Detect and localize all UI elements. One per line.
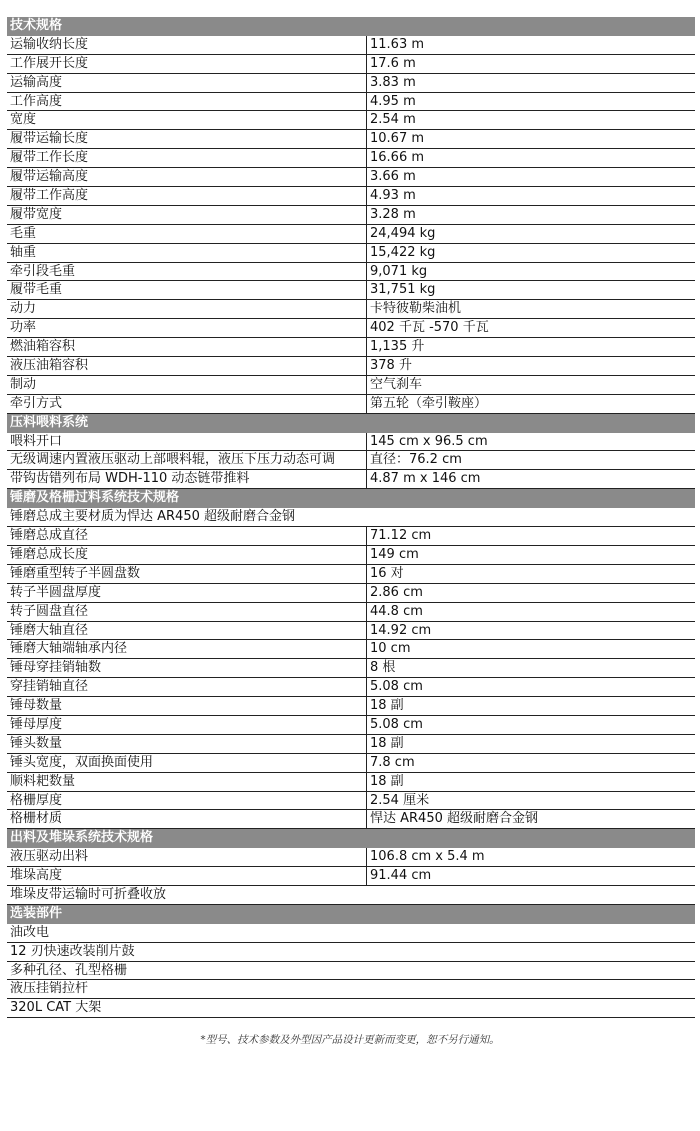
row-value: 2.54 m bbox=[366, 111, 695, 129]
table-row bbox=[7, 754, 695, 773]
row-value: 24,494 kg bbox=[366, 225, 695, 243]
row-label: 锤磨大轴直径 bbox=[10, 622, 89, 638]
row-label: 锤磨总成主要材质为悍达 AR450 超级耐磨合金钢 bbox=[10, 509, 296, 525]
table-row bbox=[7, 962, 695, 981]
table-row bbox=[7, 622, 695, 641]
row-value: 16 对 bbox=[366, 565, 695, 583]
row-value: 11.63 m bbox=[366, 36, 695, 54]
table-row bbox=[7, 640, 695, 659]
row-label: 12 刃快速改装削片鼓 bbox=[10, 943, 135, 959]
row-value: 10 cm bbox=[366, 640, 695, 658]
row-label: 牵引方式 bbox=[10, 395, 63, 411]
table-row bbox=[7, 130, 695, 149]
table-row bbox=[7, 168, 695, 187]
row-value: 91.44 cm bbox=[366, 867, 695, 885]
row-label: 油改电 bbox=[10, 924, 50, 940]
table-row bbox=[7, 376, 695, 395]
row-label: 牵引段毛重 bbox=[10, 263, 76, 279]
table-row bbox=[7, 810, 695, 829]
table-row bbox=[7, 149, 695, 168]
row-value: 3.83 m bbox=[366, 74, 695, 92]
section-header: 压料喂料系统 bbox=[7, 414, 695, 433]
table-row bbox=[7, 338, 695, 357]
row-value: 378 升 bbox=[366, 357, 695, 375]
table-row bbox=[7, 886, 695, 905]
row-label: 液压挂销拉杆 bbox=[10, 981, 89, 997]
row-label: 锤磨大轴端轴承内径 bbox=[10, 641, 128, 657]
row-label: 顺料耙数量 bbox=[10, 773, 76, 789]
row-label: 履带宽度 bbox=[10, 206, 63, 222]
table-row bbox=[7, 584, 695, 603]
table-row bbox=[7, 111, 695, 130]
row-value: 10.67 m bbox=[366, 130, 695, 148]
row-value: 2.54 厘米 bbox=[366, 792, 695, 810]
row-label: 带钩齿错列布局 WDH-110 动态链带推料 bbox=[10, 471, 250, 487]
row-label: 转子半圆盘厚度 bbox=[10, 584, 102, 600]
table-row bbox=[7, 697, 695, 716]
row-label: 毛重 bbox=[10, 225, 37, 241]
row-label: 液压油箱容积 bbox=[10, 358, 89, 374]
row-label: 宽度 bbox=[10, 112, 37, 128]
table-row bbox=[7, 433, 695, 452]
row-value: 402 千瓦 -570 千瓦 bbox=[366, 319, 695, 337]
row-label: 锤母数量 bbox=[10, 698, 63, 714]
row-label: 锤母厚度 bbox=[10, 716, 63, 732]
row-value: 2.86 cm bbox=[366, 584, 695, 602]
section-header: 出料及堆垛系统技术规格 bbox=[7, 829, 695, 848]
row-value: 106.8 cm x 5.4 m bbox=[366, 848, 695, 866]
table-row bbox=[7, 678, 695, 697]
table-row bbox=[7, 943, 695, 962]
row-label: 堆垛高度 bbox=[10, 868, 63, 884]
row-value: 第五轮（牵引鞍座） bbox=[366, 395, 695, 413]
section-header: 技术规格 bbox=[7, 17, 695, 36]
row-value: 71.12 cm bbox=[366, 527, 695, 545]
row-label: 工作高度 bbox=[10, 93, 63, 109]
row-value: 17.6 m bbox=[366, 55, 695, 73]
row-label: 锤头宽度，双面换面使用 bbox=[10, 754, 154, 770]
row-label: 锤磨总成长度 bbox=[10, 546, 89, 562]
table-row bbox=[7, 470, 695, 489]
row-value: 1,135 升 bbox=[366, 338, 695, 356]
row-label: 液压驱动出料 bbox=[10, 849, 89, 865]
row-value: 7.8 cm bbox=[366, 754, 695, 772]
row-value: 18 副 bbox=[366, 697, 695, 715]
row-value: 31,751 kg bbox=[366, 281, 695, 299]
row-value: 空气刹车 bbox=[366, 376, 695, 394]
row-label: 格栅材质 bbox=[10, 811, 63, 827]
row-label: 喂料开口 bbox=[10, 433, 63, 449]
table-row bbox=[7, 187, 695, 206]
row-label: 燃油箱容积 bbox=[10, 339, 76, 355]
row-label: 转子圆盘直径 bbox=[10, 603, 89, 619]
row-label: 多种孔径、孔型格栅 bbox=[10, 962, 128, 978]
row-value: 4.93 m bbox=[366, 187, 695, 205]
row-label: 锤磨重型转子半圆盘数 bbox=[10, 565, 141, 581]
row-value: 15,422 kg bbox=[366, 244, 695, 262]
row-label: 动力 bbox=[10, 301, 37, 317]
row-value: 16.66 m bbox=[366, 149, 695, 167]
row-label: 轴重 bbox=[10, 244, 37, 260]
section-header: 锤磨及格栅过料系统技术规格 bbox=[7, 489, 695, 508]
table-row bbox=[7, 848, 695, 867]
row-label: 履带工作高度 bbox=[10, 188, 89, 204]
row-value: 14.92 cm bbox=[366, 622, 695, 640]
row-label: 穿挂销轴直径 bbox=[10, 679, 89, 695]
row-value: 44.8 cm bbox=[366, 603, 695, 621]
row-label: 锤头数量 bbox=[10, 735, 63, 751]
spec-table bbox=[7, 17, 695, 1018]
table-row bbox=[7, 527, 695, 546]
row-label: 制动 bbox=[10, 376, 37, 392]
table-row bbox=[7, 55, 695, 74]
table-row bbox=[7, 244, 695, 263]
table-row bbox=[7, 603, 695, 622]
row-value: 18 副 bbox=[366, 735, 695, 753]
row-label: 履带工作长度 bbox=[10, 150, 89, 166]
table-row bbox=[7, 357, 695, 376]
row-label: 运输收纳长度 bbox=[10, 36, 89, 52]
row-value: 3.66 m bbox=[366, 168, 695, 186]
table-row bbox=[7, 281, 695, 300]
row-label: 320L CAT 大架 bbox=[10, 1000, 102, 1016]
table-row bbox=[7, 792, 695, 811]
section-header: 选装部件 bbox=[7, 905, 695, 924]
row-value: 3.28 m bbox=[366, 206, 695, 224]
table-row bbox=[7, 36, 695, 55]
row-value: 8 根 bbox=[366, 659, 695, 677]
row-value: 直径：76.2 cm bbox=[366, 451, 695, 469]
table-row bbox=[7, 546, 695, 565]
row-value: 145 cm x 96.5 cm bbox=[366, 433, 695, 451]
row-label: 运输高度 bbox=[10, 74, 63, 90]
row-value: 4.87 m x 146 cm bbox=[366, 470, 695, 488]
table-row bbox=[7, 659, 695, 678]
table-row bbox=[7, 924, 695, 943]
row-label: 锤磨总成直径 bbox=[10, 528, 89, 544]
table-row bbox=[7, 74, 695, 93]
row-value: 4.95 m bbox=[366, 93, 695, 111]
table-row bbox=[7, 508, 695, 527]
row-value: 5.08 cm bbox=[366, 678, 695, 696]
row-label: 履带运输长度 bbox=[10, 131, 89, 147]
table-row bbox=[7, 319, 695, 338]
row-value: 18 副 bbox=[366, 773, 695, 791]
row-value: 悍达 AR450 超级耐磨合金钢 bbox=[366, 810, 695, 828]
row-label: 锤母穿挂销轴数 bbox=[10, 660, 102, 676]
table-row bbox=[7, 263, 695, 282]
table-row bbox=[7, 999, 695, 1018]
row-value: 卡特彼勒柴油机 bbox=[366, 300, 695, 318]
row-label: 无级调速内置液压驱动上部喂料辊，液压下压力动态可调 bbox=[10, 452, 336, 468]
row-label: 工作展开长度 bbox=[10, 55, 89, 71]
footnote: *型号、技术参数及外型因产品设计更新而变更，恕不另行通知。 bbox=[200, 1034, 500, 1046]
row-label: 履带运输高度 bbox=[10, 169, 89, 185]
table-row bbox=[7, 980, 695, 999]
row-label: 堆垛皮带运输时可折叠收放 bbox=[10, 886, 167, 902]
table-row bbox=[7, 735, 695, 754]
table-row bbox=[7, 93, 695, 112]
table-row bbox=[7, 867, 695, 886]
table-row bbox=[7, 300, 695, 319]
row-value: 9,071 kg bbox=[366, 263, 695, 281]
table-row bbox=[7, 773, 695, 792]
table-row bbox=[7, 565, 695, 584]
row-label: 格栅厚度 bbox=[10, 792, 63, 808]
table-row bbox=[7, 451, 695, 470]
table-row bbox=[7, 716, 695, 735]
table-row bbox=[7, 225, 695, 244]
row-value: 149 cm bbox=[366, 546, 695, 564]
table-row bbox=[7, 206, 695, 225]
row-value: 5.08 cm bbox=[366, 716, 695, 734]
table-row bbox=[7, 395, 695, 414]
row-label: 履带毛重 bbox=[10, 282, 63, 298]
row-label: 功率 bbox=[10, 320, 37, 336]
